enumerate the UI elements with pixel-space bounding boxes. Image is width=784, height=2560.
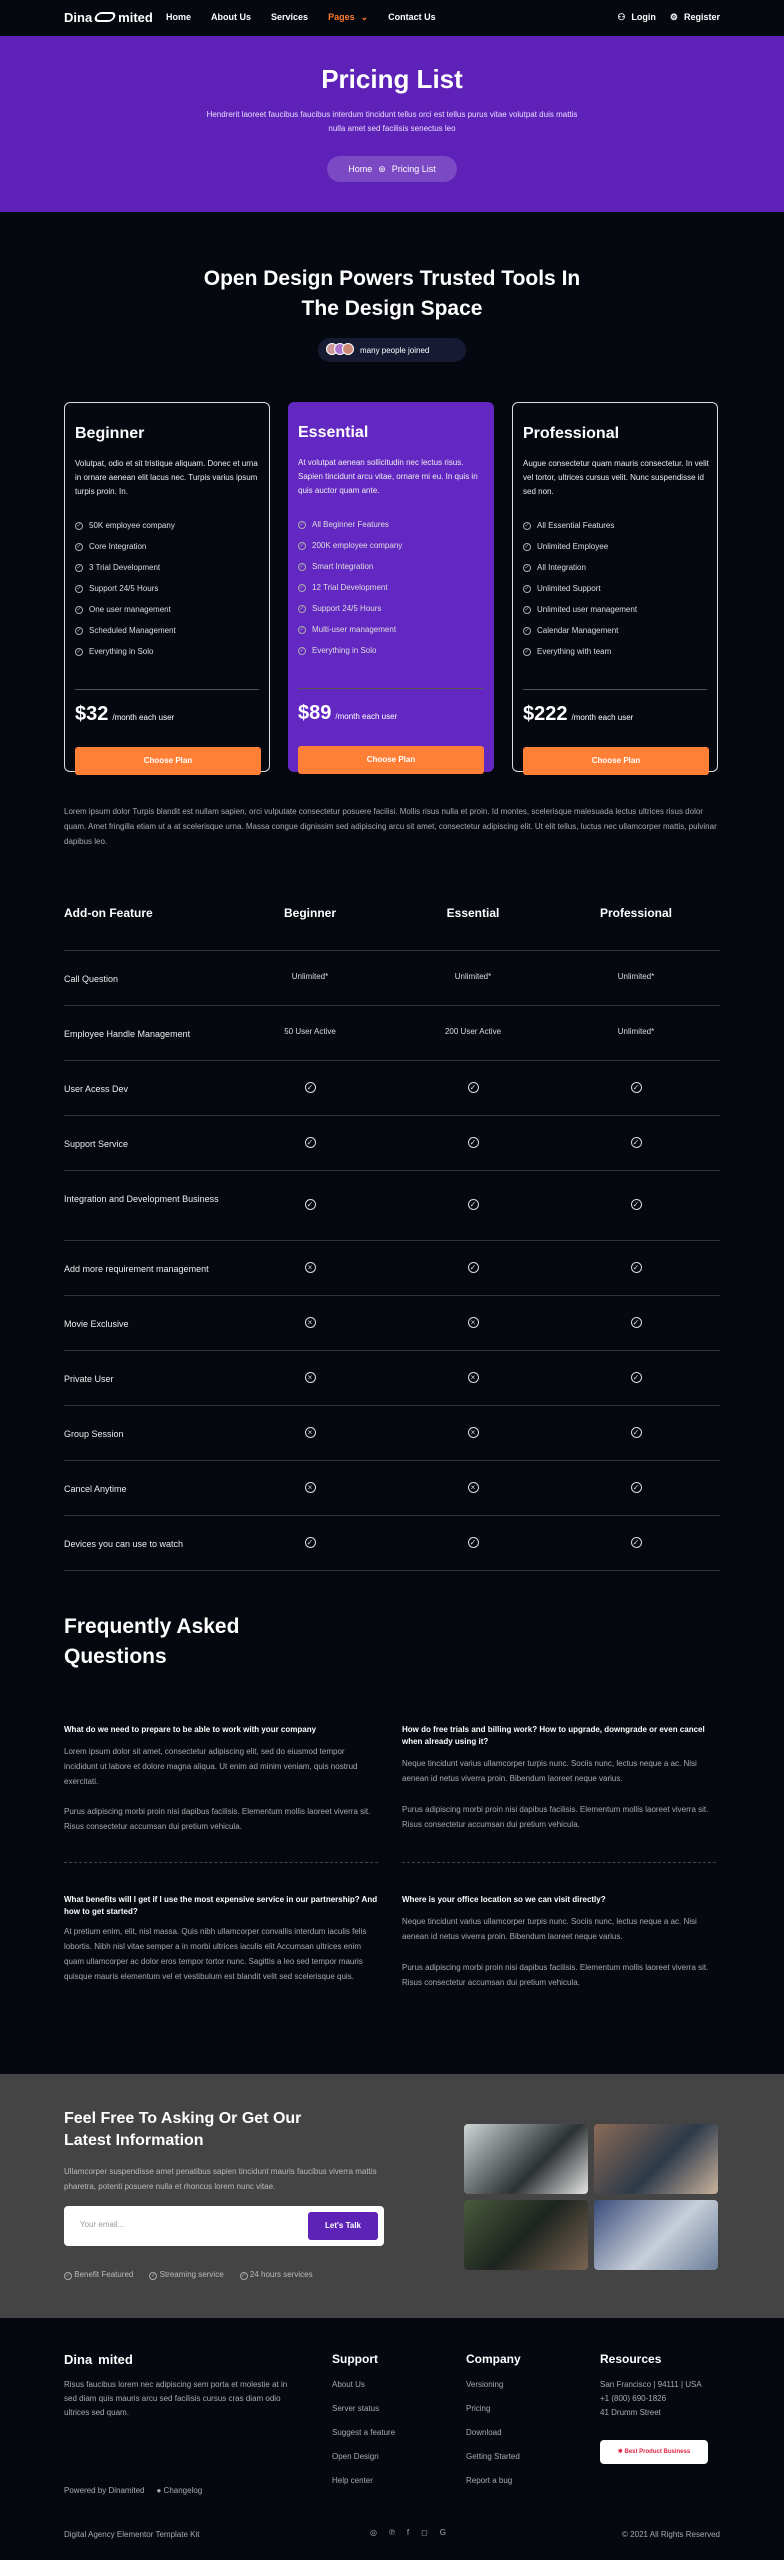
cell [240,1137,380,1148]
feature-item [75,599,176,620]
powered-by: Powered by Dinamited [64,2486,145,2495]
changelog-label: Changelog [163,2486,203,2495]
feature-item [64,2270,133,2280]
team-photo [594,2124,718,2194]
cell [566,1199,706,1210]
faq-answer: Purus adipiscing morbi proin nisi dapibus facilisis. Elementum mollis laoreet viverra sit. Risus consectetur accumsan dui pretium vehicula. [402,1805,709,1829]
logo-text: Dina mited [64,10,153,25]
hero-banner [0,36,784,212]
team-photo [464,2124,588,2194]
cell [403,1262,543,1273]
check-icon: ✓ [631,1262,642,1273]
chevron-down-icon: ⌄ [360,12,369,22]
feature-label: Support 24/5 Hours [89,584,159,593]
cell [566,1427,706,1438]
row-label: Integration and Development Business [64,1194,219,1204]
price-amount: $222 [523,703,568,725]
check-icon: ✓ [299,626,305,633]
top-nav [0,0,784,36]
feature-item [298,556,402,577]
check-icon: ✓ [631,1082,642,1093]
plan-card-essential [288,402,494,772]
check-icon: ✓ [299,584,305,591]
feature-item [75,578,176,599]
cell [240,1427,380,1438]
feature-item [298,535,402,556]
feature-label: Scheduled Management [89,626,176,635]
check-icon: ✓ [631,1482,642,1493]
footer-logo[interactable] [64,2352,133,2367]
footer-link[interactable]: Help center [332,2476,373,2485]
footer-col-title: Company [466,2352,521,2366]
feature-item [523,641,637,662]
cell [403,1082,543,1093]
cell [566,1262,706,1273]
divider [64,1862,378,1863]
choose-plan-button[interactable]: Choose Plan [75,747,261,775]
table-header-feature: Add-on Feature [64,906,153,920]
feature-label: Benefit Featured [74,2270,134,2279]
plan-price [75,703,174,726]
row-label: User Acess Dev [64,1083,129,1094]
cell [566,1372,706,1383]
cell [403,1537,543,1548]
feature-item [523,578,637,599]
cell-value: 50 User Active [284,1026,336,1036]
plan-price [523,703,633,726]
cell [403,1199,543,1210]
feature-item [75,557,176,578]
table-row [64,1060,720,1115]
breadcrumb-current: Pricing List [391,164,436,174]
cell [566,1482,706,1493]
faq-question: What do we need to prepare to be able to work with your company [64,1725,317,1734]
footer-link[interactable]: Download [466,2428,502,2437]
plan-card-beginner [64,402,270,772]
faq-answer: Purus adipiscing morbi proin nisi dapibus facilisis. Elementum mollis laoreet viverra sit. Risus consectetur accumsan dui pretium vehicula. [402,1963,709,1987]
feature-item [75,641,176,662]
nav-contact[interactable]: Contact Us [388,12,436,22]
check-icon: ✓ [524,606,530,613]
people-text: many people joined [360,345,430,355]
feature-item [75,515,176,536]
cross-icon: × [468,1482,479,1493]
cell [403,1317,543,1328]
feature-label: Core Integration [89,542,147,551]
plan-price [298,702,397,725]
street-line: 41 Drumm Street [600,2408,661,2417]
page-title: Pricing List [321,64,463,94]
check-icon: ✓ [468,1262,479,1273]
check-icon: ✓ [305,1199,316,1210]
logo-text: Dina mited [64,2352,133,2367]
instagram-icon[interactable]: ◻ [421,2528,428,2537]
table-row [64,1115,720,1170]
choose-plan-button[interactable]: Choose Plan [523,747,709,775]
footer-col-title: Support [332,2352,378,2366]
check-icon: ✓ [631,1317,642,1328]
email-input[interactable]: Your email... [80,2220,125,2229]
choose-plan-button[interactable]: Choose Plan [298,746,484,774]
check-icon: ✓ [76,522,82,529]
feature-label: Support 24/5 Hours [312,604,382,613]
table-header-beginner: Beginner [283,906,336,920]
table-row [64,1350,720,1405]
nav-pages[interactable]: Pages [328,12,355,22]
footer-link[interactable]: Open Design [332,2452,379,2461]
badge-label: Best Product Business [624,2449,691,2455]
check-icon: ✓ [76,543,82,550]
google-icon[interactable]: G [439,2528,446,2537]
cell-value: Unlimited* [454,971,492,981]
footer-bottom [64,2530,720,2539]
divider [75,689,259,690]
plans-note: Lorem ipsum dolor Turpis blandit est nullam sapien, orci vulputate consectetur posuere facilisi. Mollis risus nulla et proin. Id montes, scelerisque malesuada lectus ultrices risus dolor quam. Amet fringilla etiam ut a at scelerisque urna. Massa congue dignissim sed adipiscing arcu sit amet, consectetur adipiscing elit. Ut elit tellus, luctus nec ullamcorper mattis, pulvinar dapibus leo. [64,807,717,846]
table-header-essential: Essential [446,906,500,920]
check-icon: ✓ [299,563,305,570]
row-label: Movie Exclusive [64,1318,129,1329]
footer-link[interactable]: Pricing [466,2404,491,2413]
feature-list [523,515,637,662]
price-period: /month each user [571,713,634,722]
cell [240,1082,380,1093]
cell [240,1482,380,1493]
table-row [64,950,720,1005]
pinterest-icon[interactable]: ℗ [388,2528,395,2537]
check-icon: ✓ [299,542,305,549]
table-row [64,1515,720,1570]
row-label: Add more requirement management [64,1263,209,1274]
feature-item [523,515,637,536]
price-amount: $32 [75,703,109,725]
table-row [64,1405,720,1460]
login-link[interactable]: Login [631,12,656,22]
faq-answer: Purus adipiscing morbi proin nisi dapibus facilisis. Elementum mollis laoreet viverra sit. Risus consectetur accumsan dui pretium vehicula. [64,1807,371,1831]
changelog-link[interactable]: ● Changelog [156,2486,203,2495]
nav-links [166,12,436,23]
feature-label: Streaming service [159,2270,224,2279]
check-icon: ✓ [631,1199,642,1210]
copyright-left: Digital Agency Elementor Template Kit [64,2530,200,2539]
cross-icon: × [305,1427,316,1438]
social-icons [370,2528,446,2537]
email-form [64,2206,384,2246]
cta-features [64,2270,313,2280]
check-icon: ✓ [524,564,530,571]
row-label: Devices you can use to watch [64,1538,184,1549]
feature-item [298,577,402,598]
nav-services[interactable]: Services [271,12,309,22]
check-icon: ✓ [76,627,82,634]
footer-link[interactable]: Getting Started [466,2452,520,2461]
cell [566,1137,706,1148]
feature-item [75,536,176,557]
faq-question: How do free trials and billing work? How to upgrade, downgrade or even cancel when already using it? [402,1725,705,1746]
facebook-icon[interactable]: f [406,2528,410,2537]
plan-desc: At volutpat aenean sollicitudin nec lectus risus. Sapien tincidunt arcu vitae, ornare mi eu. In quis in quis auctor quam ante. [298,458,478,495]
feature-label: 3 Trial Development [89,563,161,572]
check-icon: ✓ [65,2273,71,2279]
cross-icon: × [468,1427,479,1438]
check-icon: ✓ [524,627,530,634]
check-icon: ✓ [524,648,530,655]
faq-title: Frequently Asked Questions [64,1615,240,1668]
cell [403,1427,543,1438]
people-joined-badge [318,338,466,362]
feature-label: Everything in Solo [312,646,377,655]
separator-icon: ⊛ [378,163,386,174]
faq-question: Where is your office location so we can visit directly? [402,1895,606,1904]
footer-col-title: Resources [600,2352,662,2366]
check-icon: ✓ [524,543,530,550]
row-label: Private User [64,1373,114,1384]
feature-item [298,598,402,619]
price-period: /month each user [335,712,398,721]
footer-link[interactable]: Server status [332,2404,380,2413]
footer-meta [64,2486,202,2495]
check-icon: ✓ [299,605,305,612]
cta-title: Feel Free To Asking Or Get Our Latest Information [64,2110,302,2149]
plan-card-professional [512,402,718,772]
feature-label: Multi-user management [312,625,397,634]
cross-icon: × [468,1317,479,1328]
copyright-right: © 2021 All Rights Reserved [622,2530,720,2539]
footer-link[interactable]: Report a bug [466,2476,513,2485]
phone-line: +1 (800) 690-1826 [600,2394,667,2403]
cell-value: Unlimited* [291,971,329,981]
cell [566,1317,706,1328]
check-icon: ✓ [299,521,305,528]
feature-label: All Integration [537,563,586,572]
team-photo [594,2200,718,2270]
feature-item [298,640,402,661]
cell [403,1482,543,1493]
user-icon: ⚇ [617,12,626,22]
table-row [64,1460,720,1515]
check-icon: ✓ [631,1537,642,1548]
feature-list [298,514,402,661]
cta-text: Ullamcorper suspendisse amet penatibus sapien tincidunt mauris faucibus viverra mattis pharetra, potenti posuere nulla et rhoncus lorem nunc vitae. [64,2167,377,2191]
footer-link[interactable]: About Us [332,2380,365,2389]
check-icon: ✓ [524,522,530,529]
feature-label: 50K employee company [89,521,175,530]
check-icon: ✓ [150,2273,156,2279]
plan-desc: Augue consectetur quam mauris consectetur. In velit vel tortor, ultrices cursus velit. Nunc suspendisse id sed non. [523,459,709,496]
check-icon: ✓ [305,1137,316,1148]
table-row [64,1295,720,1350]
check-icon: ✓ [76,564,82,571]
cell [403,1137,543,1148]
gear-icon: ⚙ [669,12,678,22]
footer-support [332,2352,395,2500]
cell [566,1537,706,1548]
feature-label: Unlimited Support [537,584,601,593]
feature-item [523,620,637,641]
cta-section [0,2074,784,2318]
divider [298,688,484,689]
feature-item [240,2270,313,2280]
cross-icon: × [305,1262,316,1273]
feature-item [298,514,402,535]
award-badge: ✸ Best Product Business [600,2440,708,2464]
table-row [64,1170,720,1240]
cell [240,1262,380,1273]
check-icon: ✓ [631,1427,642,1438]
cross-icon: × [468,1372,479,1383]
plan-desc: Volutpat, odio et sit tristique aliquam. Donec et urna in ornare aenean elit lacus nec. Turpis varius ipsum turpis proin. In. [75,459,258,496]
feature-item [149,2270,223,2280]
table-header-professional: Professional [599,906,673,920]
breadcrumb-home[interactable]: Home [348,164,373,174]
row-label: Employee Handle Management [64,1028,191,1039]
check-icon: ✓ [305,1537,316,1548]
row-label: Call Question [64,973,119,984]
avatar [342,343,354,355]
cell [403,1372,543,1383]
cell [240,1317,380,1328]
check-icon: ✓ [631,1137,642,1148]
price-period: /month each user [112,713,175,722]
footer-resources [600,2352,708,2464]
feature-item [75,620,176,641]
feature-label: One user management [89,605,171,614]
feature-item [523,599,637,620]
cell [240,1372,380,1383]
footer-link[interactable]: Versioning [466,2380,504,2389]
feature-label: 24 hours services [249,2270,313,2279]
faq-question: What benefits will I get if I use the most expensive service in our partnership? And how to get started? [64,1895,378,1916]
feature-label: 12 Trial Development [312,583,388,592]
logo-mark-icon [93,12,117,22]
row-label: Support Service [64,1138,129,1149]
check-icon: ✓ [631,1372,642,1383]
faq-answer: Lorem ipsum dolor sit amet, consectetur adipiscing elit, sed do eiusmod tempor incididunt ut labore et dolore magna aliqua. Ut enim ad minim veniam, quis nostrud exercitati. [64,1747,358,1786]
faq-answer: Neque tincidunt varius ullamcorper turpis nunc. Sociis nunc, lectus neque a ac. Nisi aenean id netus viverra proin. Bibendum laoreet neque varius. [402,1917,697,1941]
lets-talk-button[interactable]: Let's Talk [308,2212,378,2240]
footer-link[interactable]: Suggest a feature [332,2428,396,2437]
feature-label: Calendar Management [537,626,619,635]
feature-label: Smart Integration [312,562,374,571]
cell-value: 200 User Active [444,1026,502,1036]
cell [566,1082,706,1093]
check-icon: ✓ [299,647,305,654]
check-icon: ✓ [524,585,530,592]
price-amount: $89 [298,702,332,724]
feature-label: 200K employee company [312,541,403,550]
divider [402,1862,716,1863]
cell-value: Unlimited* [617,1026,655,1036]
table-bottom-border [64,1570,720,1571]
check-icon: ✓ [76,648,82,655]
logo[interactable] [64,10,153,25]
faq-answer: At pretium enim, elit, nisl massa. Quis nibh ullamcorper convallis interdum iaculis felis lobortis. Nibh nisl vitae semper a in morbi ultrices iaculis elit Accumsan ultrices enim quam ullamcorper ac dolor eros tempor tortor nunc. Sagittis a leo sed tempor mauris quisque mauris elementum vel et vestibulum est blandit velit sed scelerisque quis. [64,1927,367,1981]
cross-icon: × [305,1482,316,1493]
check-icon: ✓ [468,1137,479,1148]
feature-item [523,557,637,578]
check-icon: ✓ [76,606,82,613]
feature-label: Unlimited user management [537,605,638,614]
cross-icon: × [305,1317,316,1328]
feature-label: All Essential Features [537,521,615,530]
table-row [64,1240,720,1295]
dribbble-icon[interactable]: ◎ [370,2528,377,2537]
footer-company [466,2352,521,2500]
nav-home[interactable]: Home [166,12,192,22]
plan-name: Beginner [75,425,145,442]
check-icon: ✓ [468,1082,479,1093]
cell [240,1537,380,1548]
row-label: Group Session [64,1428,124,1439]
feature-list [75,515,176,662]
avatar-group [326,343,354,357]
check-icon: ✓ [76,585,82,592]
check-icon: ✓ [468,1537,479,1548]
breadcrumb [327,156,457,182]
nav-about[interactable]: About Us [211,12,252,22]
check-icon: ✓ [241,2273,247,2279]
check-icon: ✓ [305,1082,316,1093]
cross-icon: × [305,1372,316,1383]
footer-desc: Risus faucibus lorem nec adipiscing sem porta et molestie at in sed diam quis mauris arcu sed facilisis cursus cras diam odio ultrices sed quam. [64,2380,288,2417]
feature-label: Everything in Solo [89,647,154,656]
feature-item [298,619,402,640]
feature-label: Unlimited Employee [537,542,609,551]
plan-name: Professional [523,425,620,442]
cell-value: Unlimited* [617,971,655,981]
feature-label: Everything with team [537,647,612,656]
cell [240,1199,380,1210]
row-label: Cancel Anytime [64,1483,127,1494]
hero-text: Hendrerit laoreet faucibus faucibus interdum tincidunt tellus orci est tellus purus vitae volutpat duis mattis nulla amet sed facilisis senectus leo [206,110,578,133]
table-row [64,1005,720,1060]
address-line: San Francisco | 94111 | USA [600,2380,702,2389]
team-photo [464,2200,588,2270]
feature-label: All Beginner Features [312,520,389,529]
plan-name: Essential [298,424,369,441]
faq-answer: Neque tincidunt varius ullamcorper turpis nunc. Sociis nunc, lectus neque a ac. Nisi aenean id netus viverra proin. Bibendum laoreet neque varius. [402,1759,697,1783]
section-title: Open Design Powers Trusted Tools In The Design Space [203,267,581,320]
divider [523,689,707,690]
check-icon: ✓ [468,1199,479,1210]
feature-item [523,536,637,557]
register-link[interactable]: Register [683,12,720,22]
